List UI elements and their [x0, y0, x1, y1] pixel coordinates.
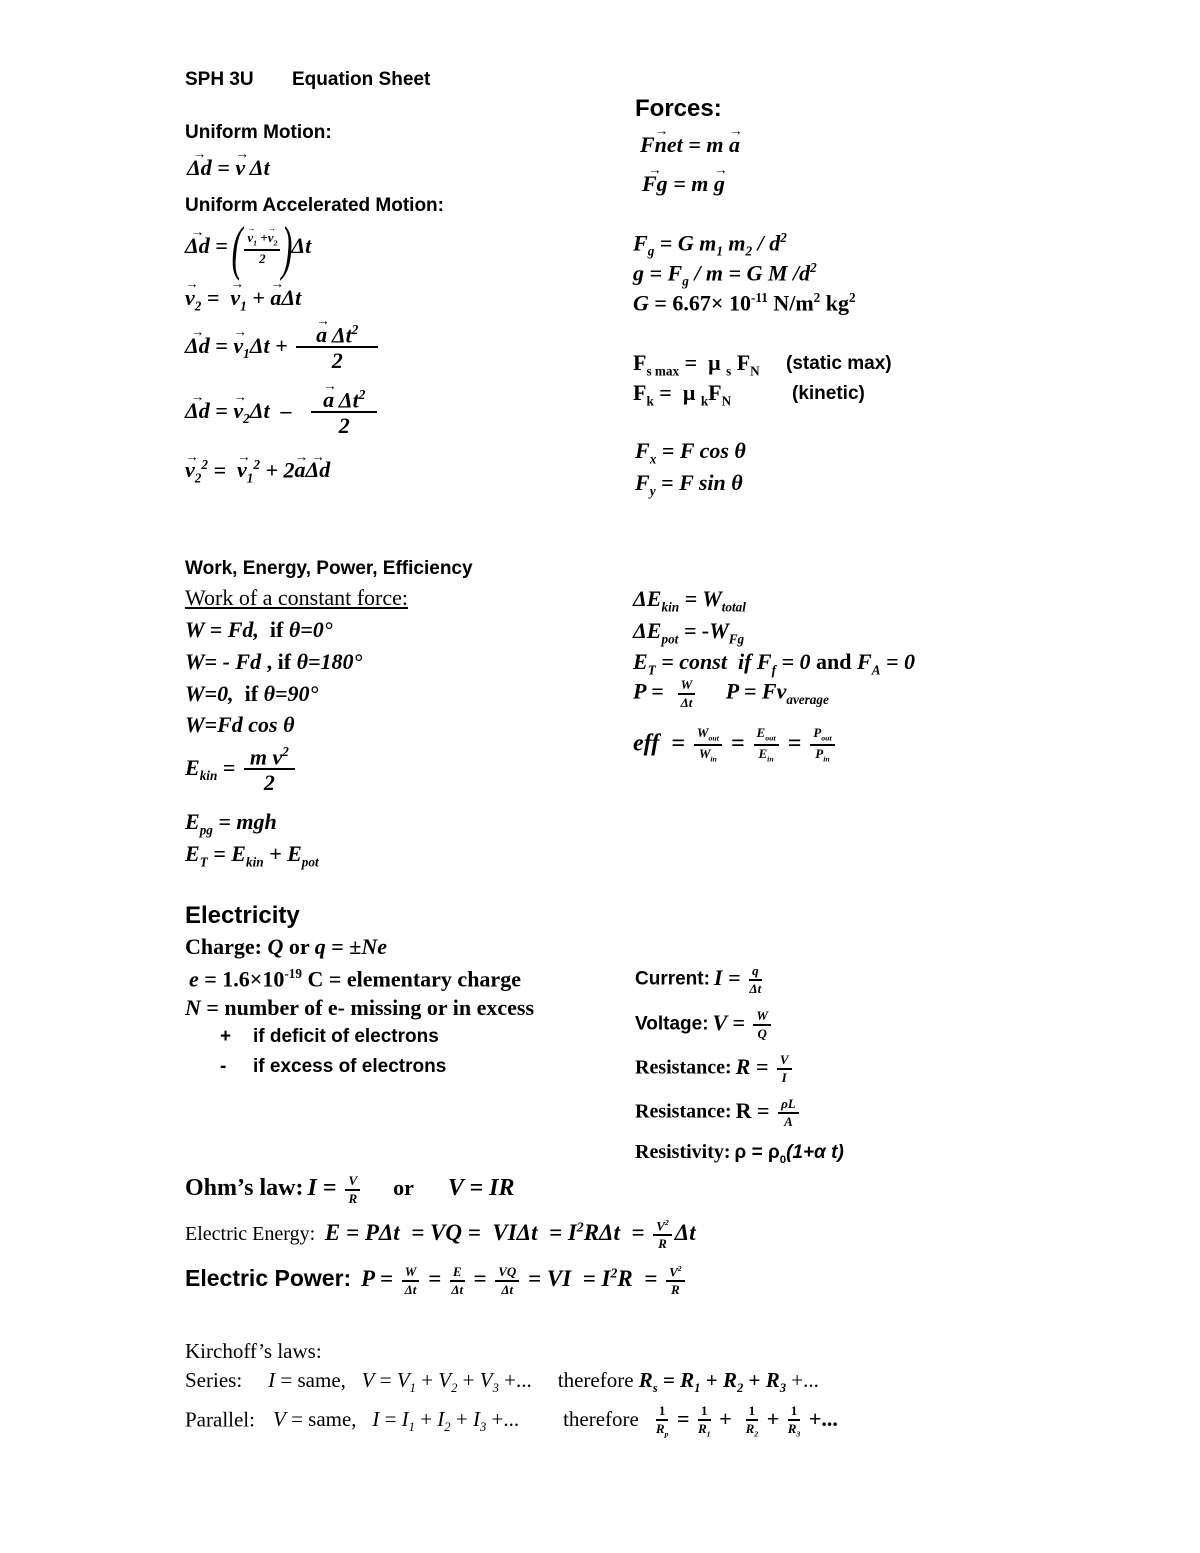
- parallel-same: same,: [308, 1407, 357, 1432]
- page-title: Equation Sheet: [292, 69, 431, 90]
- voltage-label: Voltage:: [635, 1013, 709, 1035]
- series-law: Series: I = same, $V = V_1 + V_2 + V_3$ +... therefore $R_s = R_1 + R_2 + R_3$ +...: [185, 1368, 819, 1396]
- efficiency-eq: eff = $\frac{W_{out}}{W_{in}}$ = $\frac{E_{out}}{E_{in}}$ = $\frac{P_{out}}{P_{in}}$: [633, 726, 838, 764]
- uniform-accel-heading: Uniform Accelerated Motion:: [185, 195, 444, 216]
- n-definition: N = number of e- missing or in excess: [185, 995, 535, 1020]
- accel-eq-4: → Δd = → $v_2\Delta t$ – → $\frac{a \Delta t^2}{2}$: [185, 388, 380, 438]
- gravity-constant: $G = 6.67\times 10^{-11}$ $N/m^2$ $kg^2$: [633, 290, 856, 316]
- resistance-eq-1: Resistance: R = $\frac{V}{I}$: [635, 1053, 795, 1084]
- bullet-text-2: if excess of electrons: [253, 1056, 447, 1077]
- work-energy-theorem: $\Delta E_{kin} = W_{total}$: [633, 586, 746, 615]
- electricity-heading: Electricity: [185, 902, 300, 929]
- bullet-sym-2: -: [220, 1056, 227, 1077]
- ohms-label: Ohm’s law:: [185, 1175, 304, 1202]
- power-label: Electric Power:: [185, 1265, 352, 1292]
- energy-label: Electric Energy:: [185, 1223, 316, 1246]
- kinetic-note: (kinetic): [792, 383, 865, 404]
- potential-energy: $E_{pg}$ = mgh: [185, 809, 277, 838]
- series-same: same,: [297, 1368, 346, 1392]
- friction-static: $F_{s max} = \mu$ $_s$ $F_N$: [633, 350, 760, 379]
- current-eq: Current: I = $\frac{q}{\Delta t}$: [635, 963, 762, 996]
- bullet-text-1: if deficit of electrons: [253, 1026, 439, 1047]
- resistivity-label: Resistivity:: [635, 1141, 731, 1163]
- charge-label: Charge:: [185, 934, 262, 959]
- forces-heading: Forces:: [635, 95, 722, 122]
- power-eq: P = $\frac{W}{\Delta t}$ $P = Fv_{average}$: [633, 677, 829, 710]
- resistance-label-1: Resistance:: [635, 1056, 732, 1079]
- force-x-component: $F_x = F$ cos θ: [635, 438, 746, 467]
- accel-eq-2: → $v_2$ = → $v_1$ + → aΔt: [185, 287, 301, 313]
- electric-energy: Electric Energy: E = PΔt = VQ = $VI\Delta t = I^2R\Delta t$ = $\frac{V^2}{R}$ Δt: [185, 1218, 696, 1251]
- work-eq-1: W = Fd, if θ=0°: [185, 617, 333, 642]
- series-therefore: therefore: [557, 1368, 634, 1392]
- kinetic-energy: $E_{kin}$ = $\frac{m v^2}{2}$: [185, 745, 298, 795]
- forces-fnet: → Fnet = m → a: [640, 134, 740, 156]
- gravity-eq-2: $g = F_g / m = G$ M $/d^2$: [633, 260, 817, 289]
- current-label: Current:: [635, 968, 710, 990]
- ohms-or: or: [393, 1175, 414, 1201]
- work-subheading: Work of a constant force:: [185, 585, 409, 610]
- force-y-component: $F_y = F$ sin θ: [635, 470, 743, 499]
- accel-eq-3: → Δd = → $v_1\Delta t$ + → $\frac{a \Delta t^2}{2}$: [185, 323, 381, 373]
- accel-eq-1: → Δd = ( → $\frac{v_1 +\to v_2}{2}$ )Δt: [185, 218, 311, 278]
- elementary-charge-text: = elementary charge: [328, 966, 521, 992]
- work-eq-4: W=Fd cos θ: [185, 712, 295, 737]
- resistance-eq-2: Resistance: R = $\frac{\rho L}{A}$: [635, 1097, 802, 1128]
- accel-eq-5: → $v_2^2$ = → $v_1^2 + 2\to a\to \Delta d$: [185, 458, 330, 485]
- friction-kinetic: $F_k = \mu$ $_kF_N$: [633, 380, 732, 409]
- elementary-charge: $e = 1.6\times 10^{-19}$ C = elementary charge: [189, 966, 521, 992]
- electric-power: Electric Power: P = $\frac{W}{\Delta t}$ = $\frac{E}{\Delta t}$ = $\frac{VQ}{\Delta t}$ = VI = $I^2R$ = $\frac{V^2}{R}$: [185, 1265, 688, 1297]
- series-label: Series:: [185, 1368, 243, 1392]
- work-eq-2: W= - Fd , if θ=180°: [185, 649, 363, 674]
- parallel-law: Parallel: V = same, $I = I_1 + I_2 + I_3$ +... therefore $\frac{1}{R_p}$ = $\frac{1}{R_1}$ + $\frac{1}{R_2}$ + $\frac{1}{R_3}$ +...: [185, 1403, 838, 1439]
- course-code: SPH 3U: [185, 69, 254, 90]
- charge-eq: Charge: Q or q = ±Ne: [185, 934, 388, 959]
- uniform-motion-equation: → Δd = → v Δt: [187, 157, 270, 179]
- parallel-label: Parallel:: [185, 1407, 255, 1432]
- parallel-therefore: therefore: [563, 1407, 639, 1432]
- forces-fg: → Fg = m → g: [642, 173, 725, 195]
- n-definition-text: = number of e- missing or in excess: [206, 995, 535, 1020]
- gravity-eq-1: $F_g = G$ $m_1$ $m_2 / d^2$: [633, 230, 787, 259]
- resistivity-eq: Resistivity: $\rho = \rho_0(1+\alpha$ t): [635, 1141, 844, 1166]
- bullet-sym-1: +: [220, 1026, 232, 1047]
- work-eq-3: W=0, if θ=90°: [185, 681, 319, 706]
- energy-conservation: $E_T$ = const if $F_f = 0$ and $F_A = 0$: [633, 649, 916, 678]
- work-heading: Work, Energy, Power, Efficiency: [185, 558, 473, 579]
- voltage-eq: Voltage: V = $\frac{W}{Q}$: [635, 1009, 774, 1040]
- kirchoff-heading: Kirchoff’s laws:: [185, 1339, 322, 1363]
- ohms-law: Ohm’s law: I = $\frac{V}{R}$ or V = IR: [185, 1173, 515, 1206]
- resistance-label-2: Resistance:: [635, 1100, 732, 1123]
- total-energy: $E_T = E_{kin} + E_{pot}$: [185, 841, 319, 870]
- uniform-motion-heading: Uniform Motion:: [185, 122, 332, 143]
- potential-work: $\Delta E_{pot} = -W_{Fg}$: [633, 618, 745, 647]
- static-note: (static max): [786, 353, 892, 374]
